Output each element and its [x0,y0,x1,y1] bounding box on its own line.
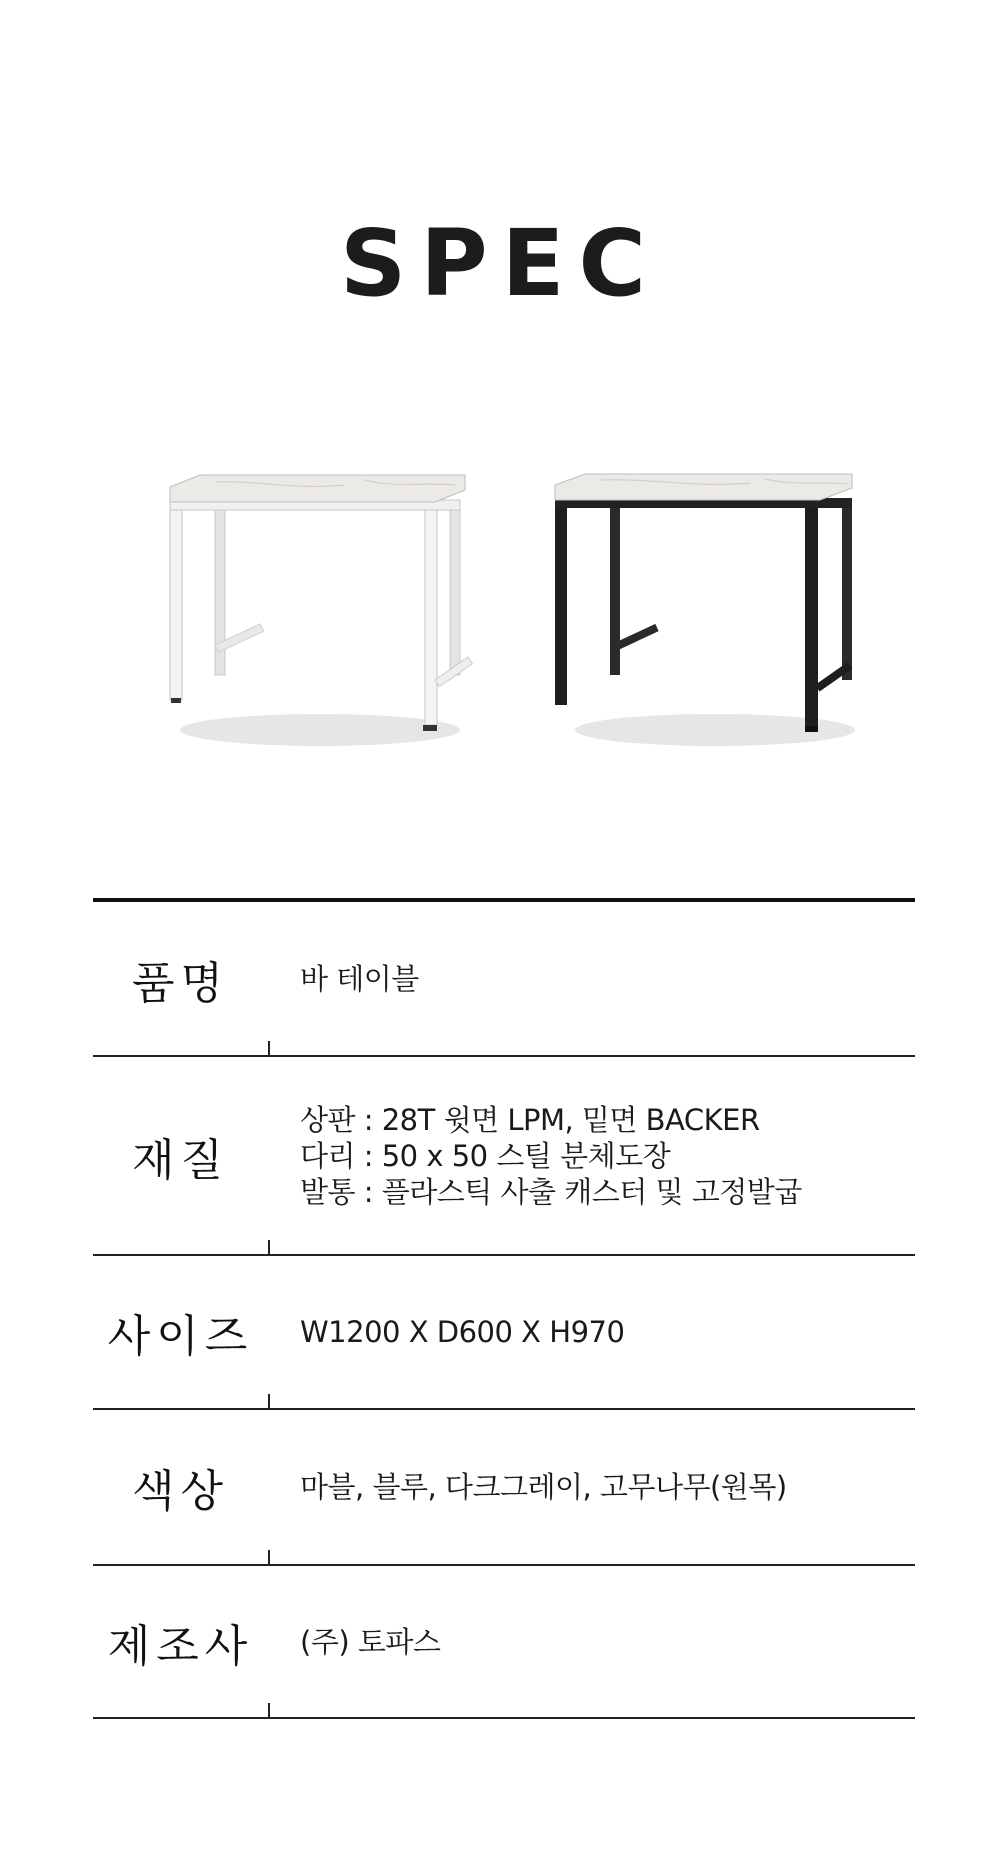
spec-value [268,1314,624,1350]
spec-label: 사이즈 [107,1311,254,1362]
row-divider-tick [268,1550,270,1564]
row-divider-tick [268,1240,270,1254]
spec-row-material [93,1057,915,1256]
spec-label: 재질 [131,1134,229,1186]
white-frame-table-image [155,430,475,770]
product-images [0,430,1000,770]
spec-label: 품명 [131,957,229,1009]
spec-value-line: 발통 : 플라스틱 사출 캐스터 및 고정발굽 [300,1174,802,1209]
black-frame-table-image [550,430,870,770]
spec-value-line: 상판 : 28T 윗면 LPM, 밑면 BACKER [300,1102,760,1137]
spec-value-line: 다리 : 50 x 50 스틸 분체도장 [300,1138,671,1173]
row-divider-tick [268,1703,270,1717]
spec-value-line: (주) 토파스 [300,1624,441,1659]
spec-value [268,961,419,997]
spec-value-line: 마블, 블루, 다크그레이, 고무나무(원목) [300,1470,787,1504]
page-title: SPEC [339,210,661,317]
spec-label: 제조사 [107,1620,254,1672]
spec-value [268,1469,787,1505]
spec-table [93,898,915,1719]
spec-value [268,1624,440,1660]
spec-row-product-name [93,902,915,1057]
row-divider-tick [268,1041,270,1055]
spec-value-line: 바 테이블 [300,961,419,996]
spec-row-manufacturer [93,1566,915,1719]
spec-row-color [93,1410,915,1566]
spec-row-size [93,1256,915,1410]
spec-value [268,1102,802,1210]
spec-label: 색상 [131,1466,229,1517]
spec-value-line: W1200 X D600 X H970 [300,1315,625,1349]
row-divider-tick [268,1394,270,1408]
